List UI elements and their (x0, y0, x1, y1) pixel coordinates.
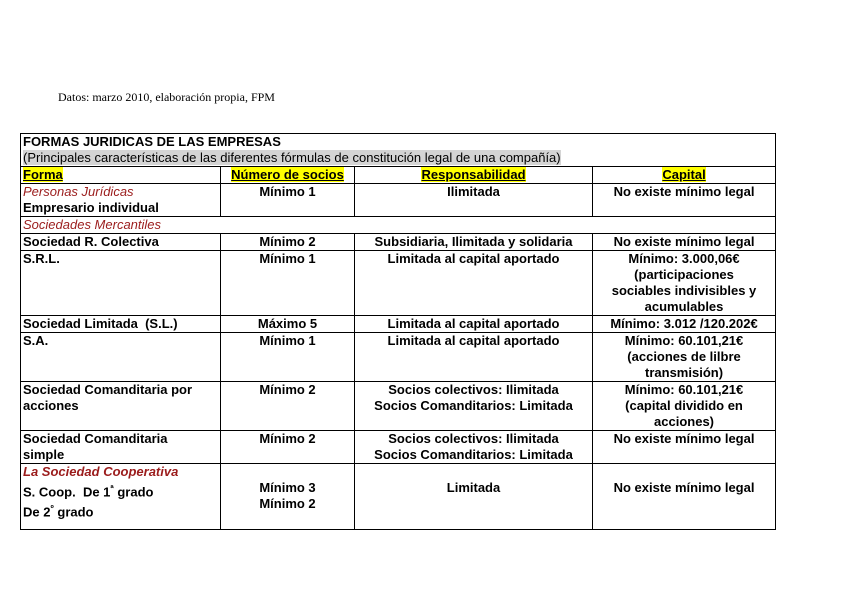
header-socios: Número de socios (221, 167, 355, 184)
responsabilidad-cell: Socios colectivos: Ilimitada Socios Comanditarios: Limitada (355, 382, 593, 431)
table-row (21, 464, 776, 530)
forma-cell: La Sociedad Cooperativa S. Coop. De $1^ª$ grado De $2^º$ grado (21, 464, 221, 530)
forma-cell: Sociedad Comanditaria por acciones (21, 382, 221, 431)
responsabilidad-cell: Socios colectivos: Ilimitada Socios Comanditarios: Limitada (355, 431, 593, 464)
section-sociedades-mercantiles: Sociedades Mercantiles (21, 217, 776, 234)
table-row: Personas Jurídicas Empresario individual Mínimo 1 Ilimitada No existe mínimo legal (21, 184, 776, 217)
capital-cell: No existe mínimo legal (593, 464, 776, 530)
section-personas-juridicas: Personas Jurídicas (23, 184, 134, 199)
forma-cell: Sociedad Comanditaria simple (21, 431, 221, 464)
legal-forms-table (20, 133, 776, 530)
table-title: FORMAS JURIDICAS DE LAS EMPRESAS (23, 134, 281, 149)
capital-cell: Mínimo: 60.101,21€ (acciones de lilbre transmisión) (593, 333, 776, 382)
table-row: S.A. Mínimo 1 Limitada al capital aportado Mínimo: 60.101,21€ (acciones de lilbre transmisión) (21, 333, 776, 382)
header-forma: Forma (21, 167, 221, 184)
header-capital: Capital (593, 167, 776, 184)
header-row (21, 167, 776, 184)
header-responsabilidad: Responsabilidad (355, 167, 593, 184)
table-row: S.R.L. Mínimo 1 Limitada al capital aportado Mínimo: 3.000,06€ (participaciones sociables indivisibles y acumulables (21, 251, 776, 316)
socios-cell: Mínimo 3 Mínimo 2 (221, 464, 355, 530)
table-subtitle: (Principales características de las diferentes fórmulas de constitución legal de una compañía) (23, 150, 561, 165)
capital-cell: Mínimo: 3.000,06€ (participaciones sociables indivisibles y acumulables (593, 251, 776, 316)
capital-cell: Mínimo: 60.101,21€ (capital dividido en acciones) (593, 382, 776, 431)
table-row: Sociedad Comanditaria simple Mínimo 2 Socios colectivos: Ilimitada Socios Comanditarios: Limitada No existe mínimo legal (21, 431, 776, 464)
table-row: Sociedad Limitada (S.L.) Máximo 5 Limitada al capital aportado Mínimo: 3.012 /120.202€ (21, 316, 776, 333)
responsabilidad-cell: Limitada (355, 464, 593, 530)
title-row (21, 134, 776, 167)
forma-cell: Personas Jurídicas Empresario individual (21, 184, 221, 217)
title-cell (21, 134, 776, 167)
table-row: Sociedad Comanditaria por acciones Mínimo 2 Socios colectivos: Ilimitada Socios Comanditarios: Limitada Mínimo: 60.101,21€ (capital dividido en acciones) (21, 382, 776, 431)
source-note: Datos: marzo 2010, elaboración propia, FPM (58, 90, 275, 104)
section-cooperativa: La Sociedad Cooperativa (23, 464, 179, 479)
section-row (21, 217, 776, 234)
table-row: Sociedad R. Colectiva Mínimo 2 Subsidiaria, Ilimitada y solidaria No existe mínimo legal (21, 234, 776, 251)
